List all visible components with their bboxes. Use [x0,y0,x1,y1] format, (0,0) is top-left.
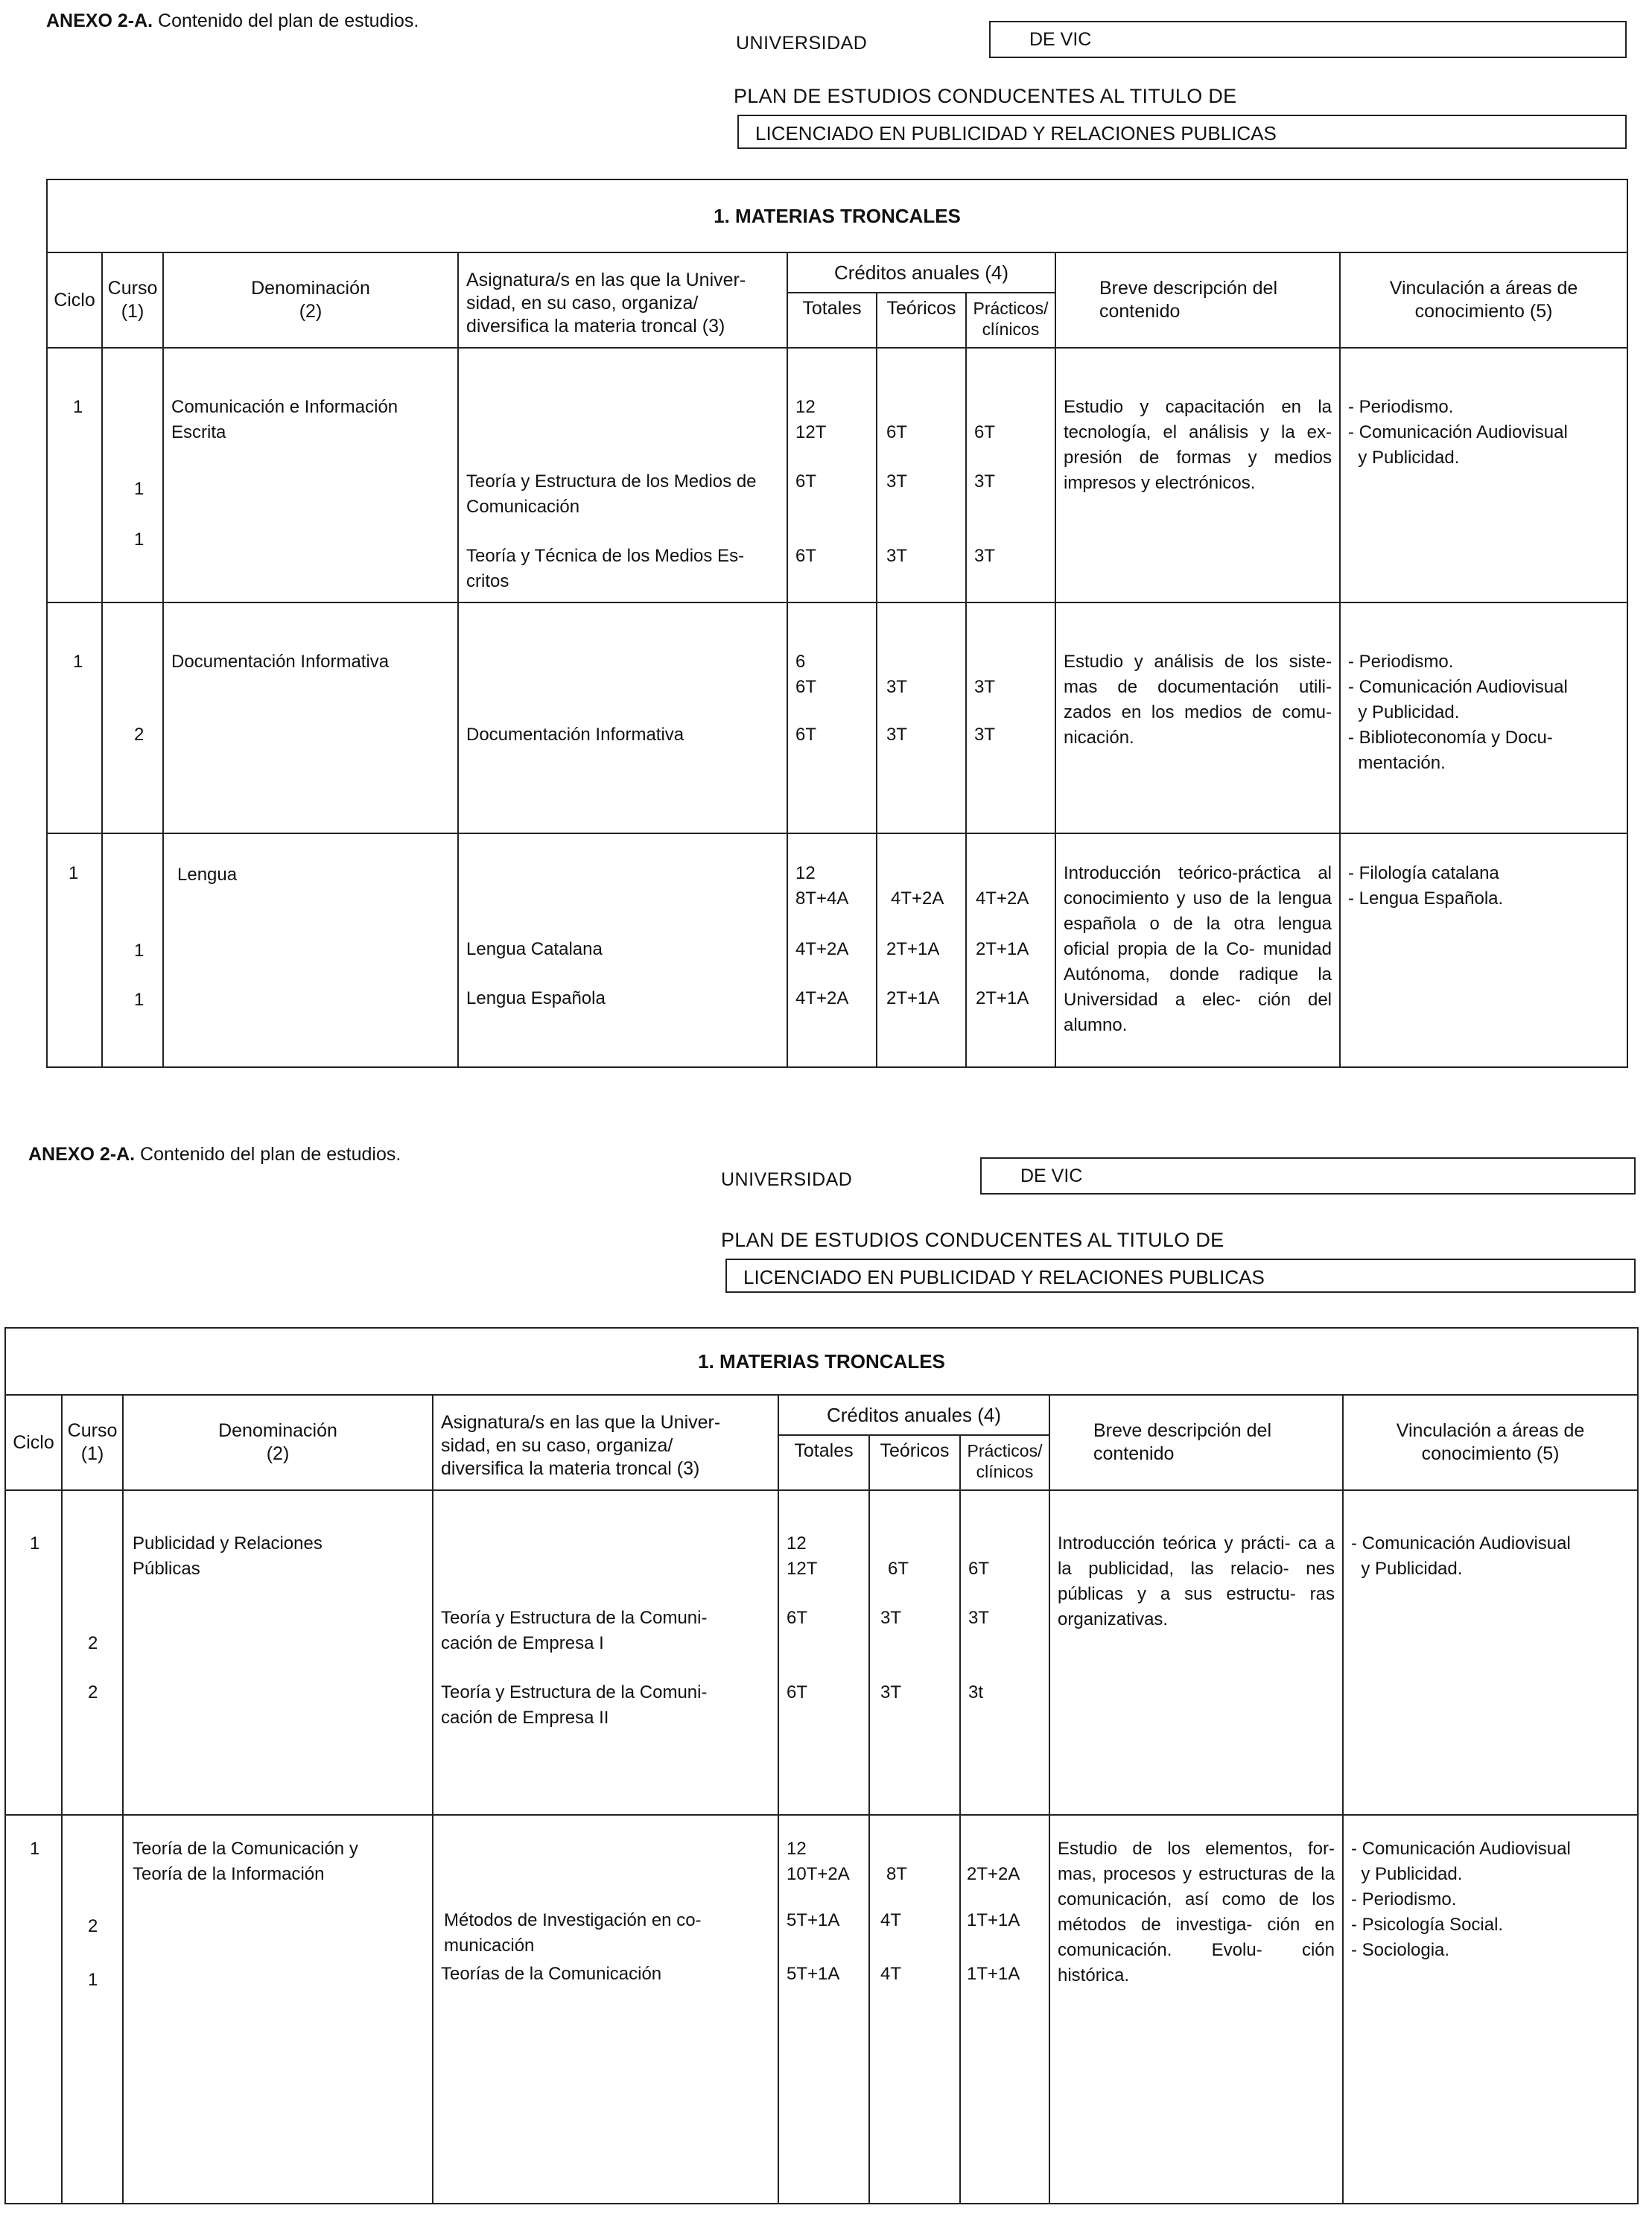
descripcion-value: Introducción teórica y prácti- ca a la publicidad, las relacio- nes públicas y a sus estructu- ras organizativas. [1058,1533,1335,1629]
descripcion-value: Estudio y análisis de los siste- mas de documentación utili- zados en los medios de comu- nicación. [1064,652,1332,748]
header-practicos: Prácticos/ clínicos [966,293,1055,348]
practicos-value: 1T+1A [967,1964,1020,1984]
practicos-value: 6T [968,1559,990,1579]
practicos-value: 4T+2A [976,888,1029,909]
universidad-label: UNIVERSIDAD [736,33,868,54]
curso-value: 1 [134,479,144,499]
totales-value: 4T+2A [795,988,849,1008]
header-totales: Totales [787,293,877,348]
practicos-value: 6T [974,422,996,442]
universidad-label: UNIVERSIDAD [721,1169,853,1190]
practicos-value: 3T [974,471,996,492]
universidad-field: DE VIC [989,21,1627,58]
header-descripcion: Breve descripción del contenido [1055,252,1340,348]
ciclo-value: 1 [73,397,83,417]
header-curso: Curso (1) [62,1395,123,1490]
header-vinculacion: Vinculación a áreas de conocimiento (5) [1343,1395,1638,1490]
denominacion-value: Comunicación e Información Escrita [171,397,398,442]
totales-value: 6T [787,1682,808,1702]
ciclo-value: 1 [30,1839,40,1859]
header-ciclo: Ciclo [5,1395,62,1490]
totales-value: 4T+2A [795,939,849,959]
totales-value: 5T+1A [787,1910,840,1930]
totales-value: 5T+1A [787,1964,840,1984]
universidad-field: DE VIC [980,1157,1636,1195]
asignatura-value: Teorías de la Comunicación [441,1964,662,1984]
teoricos-value: 3T [880,1682,902,1702]
asignatura-value: Teoría y Estructura de la Comuni- cación de Empresa II [441,1682,708,1728]
asignatura-value: Lengua Española [466,988,606,1008]
header-asignatura: Asignatura/s en las que la Univer- sidad, en su caso, organiza/ diversifica la materia troncal (3) [433,1395,778,1490]
table-row [47,348,1627,602]
section-title: 1. MATERIAS TRONCALES [47,179,1627,252]
curso-value: 1 [134,990,144,1010]
practicos-value: 3t [968,1682,984,1702]
curso-value: 2 [134,725,144,745]
header-teoricos: Teóricos [869,1435,960,1490]
anexo-text: Contenido del plan de estudios. [153,10,419,31]
teoricos-value: 3T [886,725,908,745]
descripcion-value: Estudio de los elementos, for- mas, procesos y estructuras de la comunicación, así como de los métodos de investiga- ción en comunicación. Evolu- ción histórica. [1058,1839,1335,1985]
header-asignatura: Asignatura/s en las que la Univer- sidad, en su caso, organiza/ diversifica la materia troncal (3) [458,252,787,348]
teoricos-value: 3T [886,677,908,697]
practicos-value: 2T+2A [967,1864,1020,1884]
curso-value: 2 [88,1682,98,1702]
totales-value: 6T [795,677,817,697]
header-creditos: Créditos anuales (4) [787,252,1055,293]
anexo-text: Contenido del plan de estudios. [135,1144,401,1165]
asignatura-value: Lengua Catalana [466,939,603,959]
asignatura-value: Teoría y Estructura de los Medios de Comunicación [466,471,757,517]
materias-troncales-table [46,179,1628,1068]
totales-value: 10T+2A [787,1864,850,1884]
descripcion-value: Estudio y capacitación en la tecnología, el análisis y la ex- presión de formas y medios impresos y electrónicos. [1064,397,1332,493]
header-denominacion: Denominación (2) [123,1395,433,1490]
vinculacion-value: - Periodismo. - Comunicación Audiovisual y Publicidad. - Biblioteconomía y Docu- mentación. [1348,652,1568,773]
curso-value: 2 [88,1916,98,1936]
teoricos-value: 8T [886,1864,908,1884]
totales-value: 6T [795,471,817,492]
ciclo-value: 1 [69,863,79,883]
vinculacion-value: - Comunicación Audiovisual y Publicidad. [1351,1533,1571,1579]
practicos-value: 3T [968,1608,990,1628]
table-row [5,1490,1638,1815]
titulo-field: LICENCIADO EN PUBLICIDAD Y RELACIONES PUBLICAS [725,1259,1636,1293]
materias-troncales-table [4,1327,1639,2204]
curso-value: 2 [88,1633,98,1653]
teoricos-value: 2T+1A [886,939,940,959]
ciclo-value: 1 [73,652,83,672]
vinculacion-value: - Comunicación Audiovisual y Publicidad. - Periodismo. - Psicología Social. - Sociologia. [1351,1839,1571,1960]
practicos-value: 1T+1A [967,1910,1020,1930]
header-teoricos: Teóricos [877,293,966,348]
practicos-value: 2T+1A [976,988,1029,1008]
curso-value: 1 [134,529,144,550]
denominacion-value: Publicidad y Relaciones Públicas [133,1533,323,1579]
totales-value: 12 [795,397,816,417]
totales-value: 6T [787,1608,808,1628]
asignatura-value: Teoría y Técnica de los Medios Es- critos [466,546,745,591]
plan-label: PLAN DE ESTUDIOS CONDUCENTES AL TITULO DE [734,85,1237,107]
totales-value: 6 [795,652,806,672]
practicos-value: 3T [974,546,996,566]
teoricos-value: 6T [888,1559,909,1579]
teoricos-value: 6T [886,422,908,442]
totales-value: 8T+4A [795,888,849,909]
teoricos-value: 3T [886,471,908,492]
curso-value: 1 [88,1970,98,1990]
titulo-field: LICENCIADO EN PUBLICIDAD Y RELACIONES PUBLICAS [737,115,1627,149]
header-descripcion: Breve descripción del contenido [1049,1395,1343,1490]
anexo-label: ANEXO 2-A. [28,1144,136,1165]
table-row [5,1815,1638,2204]
totales-value: 12 [787,1839,807,1859]
totales-value: 12 [795,863,816,883]
practicos-value: 3T [974,677,996,697]
anexo-heading [46,10,419,32]
section-title: 1. MATERIAS TRONCALES [5,1328,1638,1395]
totales-value: 12 [787,1533,807,1553]
vinculacion-value: - Periodismo. - Comunicación Audiovisual y Publicidad. [1348,397,1568,468]
anexo-heading [28,1144,401,1165]
vinculacion-value: - Filología catalana - Lengua Española. [1348,863,1504,909]
teoricos-value: 3T [880,1608,902,1628]
descripcion-value: Introducción teórico-práctica al conocimiento y uso de la lengua española o de la otra lengua oficial propia de la Co- munidad Autónoma, donde radique la Universidad a elec- ción del alumno. [1064,863,1332,1035]
practicos-value: 3T [974,725,996,745]
header-ciclo: Ciclo [47,252,102,348]
asignatura-value: Documentación Informativa [466,725,684,745]
totales-value: 12T [787,1559,818,1579]
anexo-label: ANEXO 2-A. [46,10,153,31]
table-row [47,833,1627,1067]
denominacion-value: Lengua [177,865,238,885]
header-creditos: Créditos anuales (4) [778,1395,1049,1435]
denominacion-value: Documentación Informativa [171,652,390,672]
teoricos-value: 4T [880,1964,902,1984]
ciclo-value: 1 [30,1533,40,1553]
teoricos-value: 4T+2A [891,888,944,909]
teoricos-value: 4T [880,1910,902,1930]
asignatura-value: Teoría y Estructura de la Comuni- cación de Empresa I [441,1608,708,1653]
practicos-value: 2T+1A [976,939,1029,959]
header-vinculacion: Vinculación a áreas de conocimiento (5) [1340,252,1627,348]
table-row [47,602,1627,833]
totales-value: 12T [795,422,827,442]
totales-value: 6T [795,725,817,745]
header-curso: Curso (1) [102,252,163,348]
header-practicos: Prácticos/ clínicos [960,1435,1049,1490]
totales-value: 6T [795,546,817,566]
asignatura-value: Métodos de Investigación en co- municación [444,1910,702,1956]
header-totales: Totales [778,1435,869,1490]
teoricos-value: 3T [886,546,908,566]
curso-value: 1 [134,941,144,961]
teoricos-value: 2T+1A [886,988,940,1008]
denominacion-value: Teoría de la Comunicación y Teoría de la Información [133,1839,358,1884]
plan-label: PLAN DE ESTUDIOS CONDUCENTES AL TITULO DE [721,1229,1224,1251]
header-denominacion: Denominación (2) [163,252,458,348]
